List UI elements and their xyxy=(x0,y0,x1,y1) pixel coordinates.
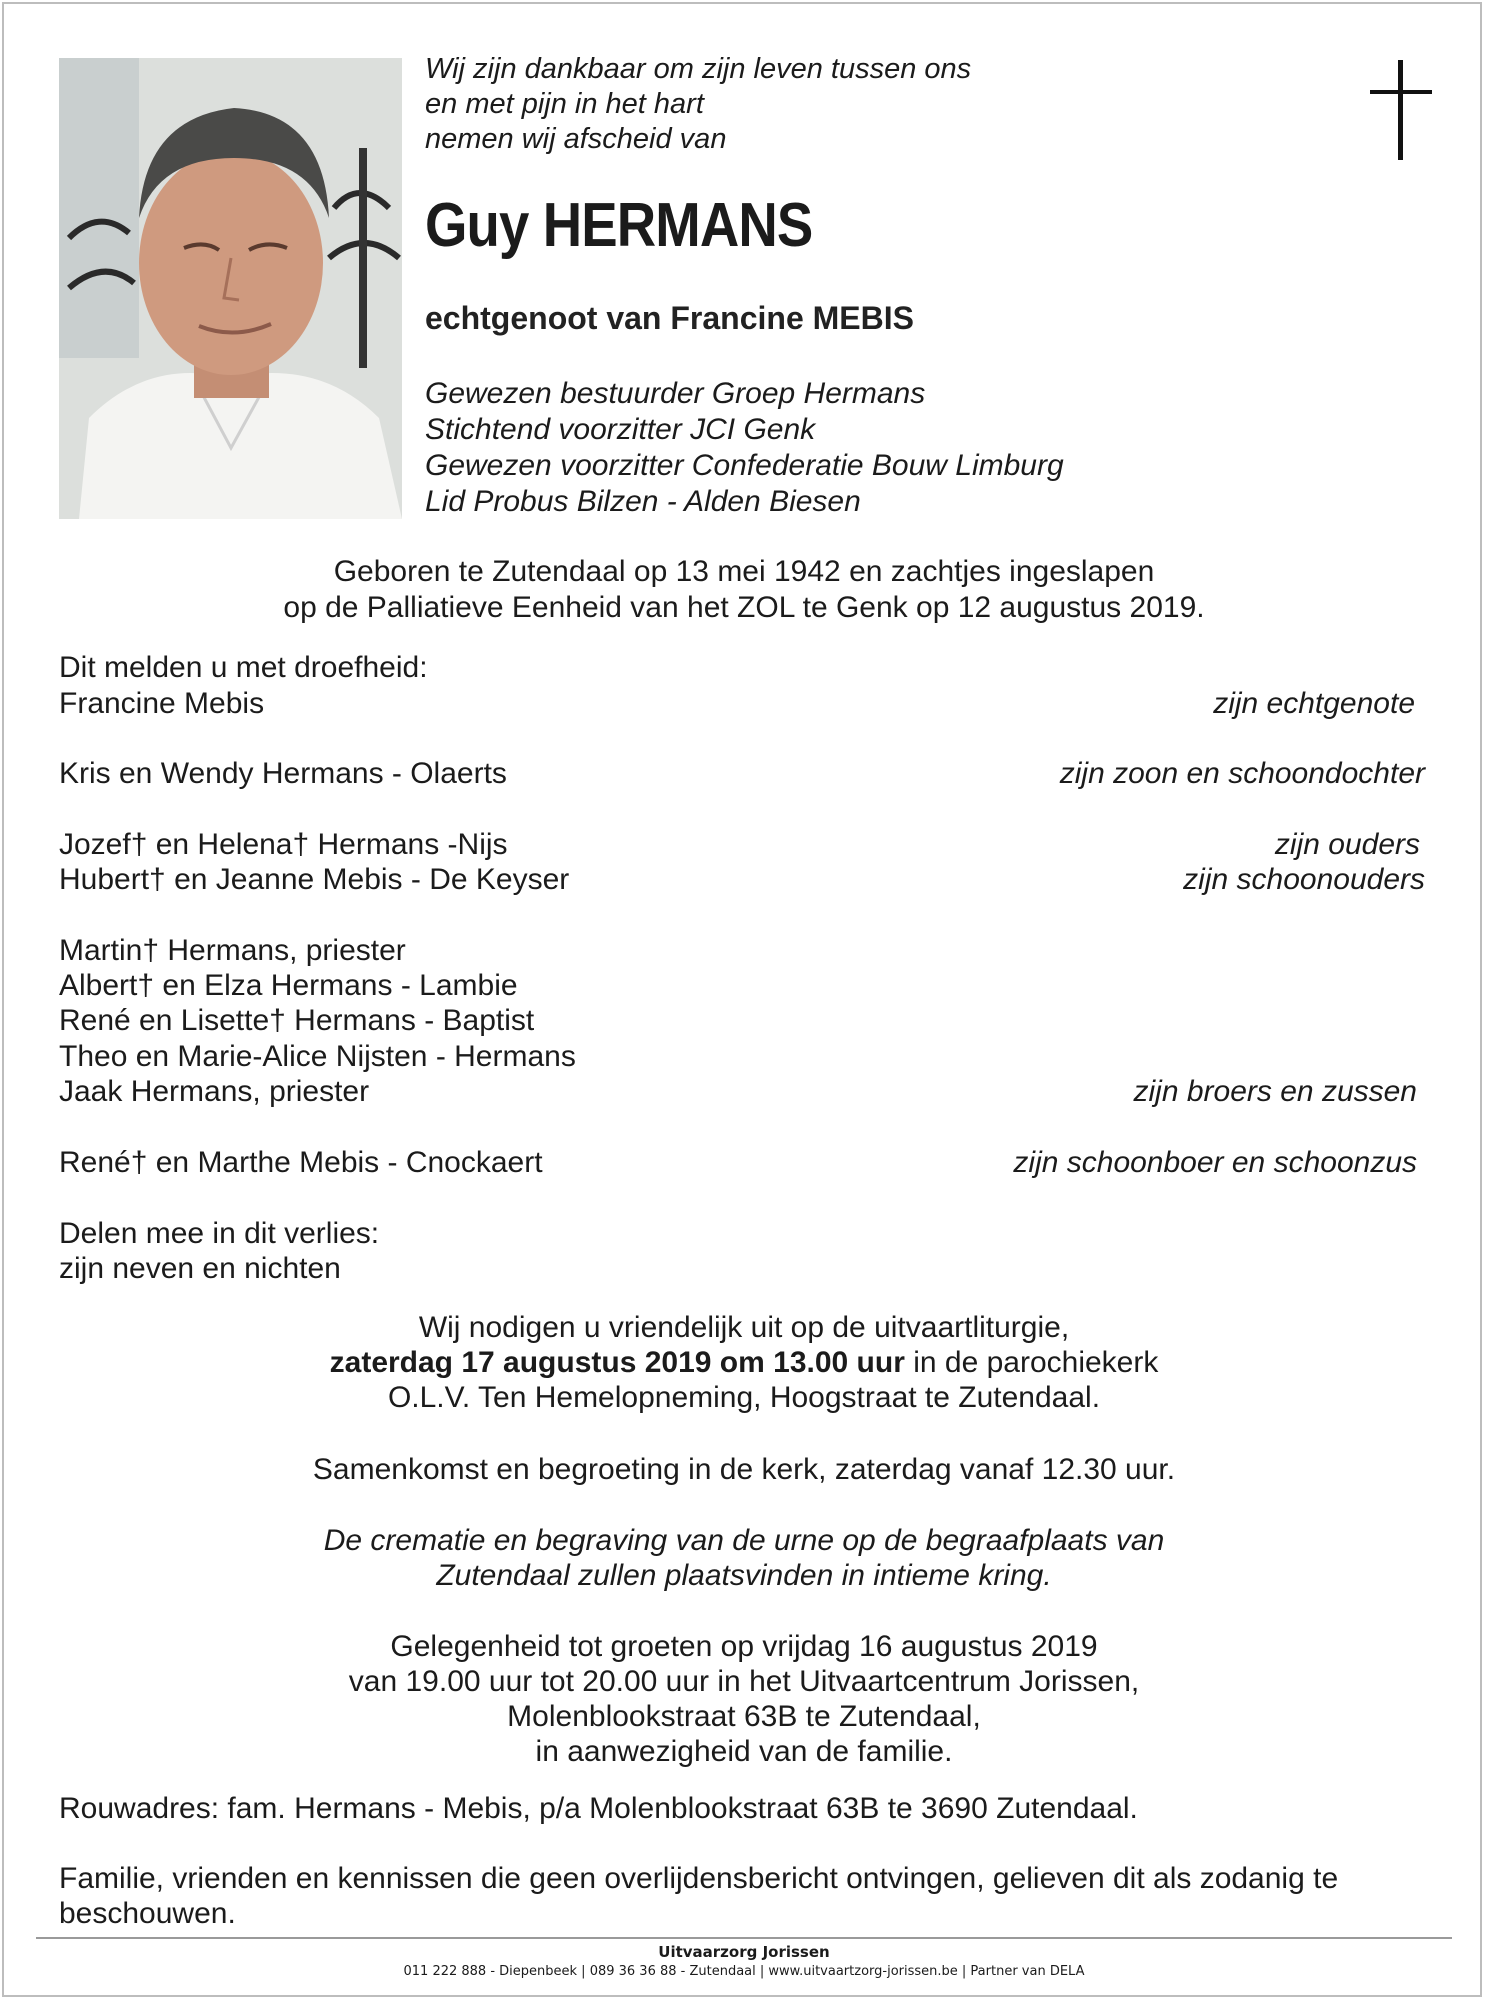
family-row xyxy=(59,1145,1425,1180)
family-row xyxy=(59,862,1425,897)
function-item: Gewezen voorzitter Confederatie Bouw Limburg xyxy=(425,449,1064,482)
funeral-place: in de parochiekerk xyxy=(904,1346,1159,1379)
gathering-text xyxy=(0,1452,1488,1487)
born-line: op de Palliatieve Eenheid van het ZOL te Genk op 12 augustus 2019. xyxy=(283,591,1205,624)
function-item: Lid Probus Bilzen - Alden Biesen xyxy=(425,485,861,518)
gathering-line: Samenkomst en begroeting in de kerk, zaterdag vanaf 12.30 uur. xyxy=(312,1453,1176,1486)
family-name: René en Lisette† Hermans - Baptist xyxy=(59,1004,535,1037)
birth-death-text xyxy=(0,554,1488,626)
portrait-photo xyxy=(59,58,402,519)
family-name: Theo en Marie-Alice Nijsten - Hermans xyxy=(59,1040,576,1073)
footer-divider xyxy=(36,1937,1452,1939)
visitation-line: van 19.00 uur tot 20.00 uur in het Uitvaartcentrum Jorissen, xyxy=(348,1665,1140,1698)
family-name: René† en Marthe Mebis - Cnockaert xyxy=(59,1146,543,1179)
family-row xyxy=(59,933,1425,968)
family-relation: zijn zoon en schoondochter xyxy=(1059,757,1425,790)
visitation-line: in aanwezigheid van de familie. xyxy=(535,1735,953,1768)
family-name: Albert† en Elza Hermans - Lambie xyxy=(59,969,518,1002)
share-intro: Delen mee in dit verlies: xyxy=(59,1217,380,1250)
cross-icon xyxy=(1370,60,1432,160)
share-text: zijn neven en nichten xyxy=(59,1252,341,1285)
funeral-line: Wij nodigen u vriendelijk uit op de uitvaartliturgie, xyxy=(418,1311,1070,1344)
family-row xyxy=(59,1003,1425,1038)
family-row xyxy=(59,1039,1425,1074)
funeral-line xyxy=(0,1345,1488,1380)
family-row xyxy=(59,686,1425,721)
mourning-address: Rouwadres: fam. Hermans - Mebis, p/a Molenblookstraat 63B te 3690 Zutendaal. xyxy=(59,1792,1138,1825)
visitation-text xyxy=(0,1629,1488,1769)
born-line: Geboren te Zutendaal op 13 mei 1942 en zachtjes ingeslapen xyxy=(333,555,1155,588)
family-relation: zijn broers en zussen xyxy=(1133,1075,1417,1108)
functions-list xyxy=(425,376,1064,520)
family-name: Martin† Hermans, priester xyxy=(59,934,406,967)
family-relation: zijn schoonouders xyxy=(1183,863,1425,896)
announce-intro: Dit melden u met droefheid: xyxy=(59,651,428,684)
funeral-line: O.L.V. Ten Hemelopneming, Hoogstraat te Zutendaal. xyxy=(387,1381,1101,1414)
family-row xyxy=(59,968,1425,1003)
intro-text xyxy=(425,52,971,157)
closing-line: beschouwen. xyxy=(59,1897,236,1930)
funeral-date: zaterdag 17 augustus 2019 om 13.00 uur xyxy=(329,1346,905,1379)
family-name: Jozef† en Helena† Hermans -Nijs xyxy=(59,828,508,861)
visitation-line: Gelegenheid tot groeten op vrijdag 16 augustus 2019 xyxy=(390,1630,1098,1663)
intro-line: en met pijn in het hart xyxy=(425,88,704,120)
funeral-invitation xyxy=(0,1310,1488,1415)
family-row xyxy=(59,827,1425,862)
family-row xyxy=(59,1074,1425,1109)
family-relation: zijn echtgenote xyxy=(1213,687,1415,720)
cremation-text xyxy=(0,1523,1488,1593)
footer-contact: 011 222 888 - Diepenbeek | 089 36 36 88 - Zutendaal | www.uitvaartzorg-jorissen.be | Partner van DELA xyxy=(403,1964,1085,1979)
spouse-line: echtgenoot van Francine MEBIS xyxy=(425,300,914,336)
visitation-line: Molenblookstraat 63B te Zutendaal, xyxy=(507,1700,981,1733)
closing-line: Familie, vrienden en kennissen die geen overlijdensbericht ontvingen, gelieven dit als zodanig te xyxy=(59,1862,1339,1895)
function-item: Stichtend voorzitter JCI Genk xyxy=(425,413,816,446)
family-relation: zijn schoonboer en schoonzus xyxy=(1013,1146,1417,1179)
family-name: Jaak Hermans, priester xyxy=(59,1075,370,1108)
family-row xyxy=(59,756,1425,791)
cremation-line: Zutendaal zullen plaatsvinden in intieme kring. xyxy=(436,1559,1052,1592)
family-name: Hubert† en Jeanne Mebis - De Keyser xyxy=(59,863,570,896)
intro-line: nemen wij afscheid van xyxy=(425,123,727,155)
intro-line: Wij zijn dankbaar om zijn leven tussen ons xyxy=(425,53,972,85)
footer-company: Uitvaarzorg Jorissen xyxy=(658,1943,830,1961)
function-item: Gewezen bestuurder Groep Hermans xyxy=(425,377,926,410)
deceased-name: Guy HERMANS xyxy=(425,191,813,260)
cremation-line: De crematie en begraving van de urne op de begraafplaats van xyxy=(323,1524,1165,1557)
family-name: Francine Mebis xyxy=(59,687,265,720)
family-relation: zijn ouders xyxy=(1274,828,1420,861)
family-name: Kris en Wendy Hermans - Olaerts xyxy=(59,757,507,790)
